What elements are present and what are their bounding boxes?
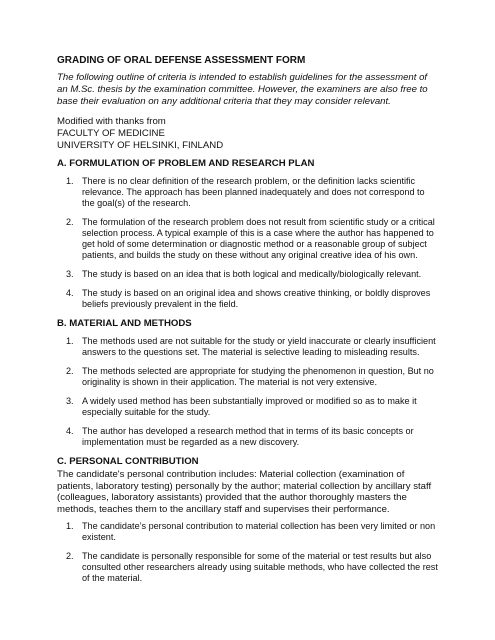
item-number: 1. [66, 521, 74, 532]
item-text: There is no clear definition of the research problem, or the definition lacks scientific relevance. The approach has been planned inadequately and does not correspond to the goal(s) of the research. [82, 176, 425, 208]
list-item [57, 336, 439, 358]
list-item [57, 521, 439, 543]
criteria-list [57, 176, 439, 310]
list-item [57, 366, 439, 388]
item-number: 1. [66, 336, 74, 346]
item-text: The study is based on an idea that is both logical and medically/biologically relevant. [82, 269, 422, 279]
item-number: 4. [66, 426, 74, 436]
item-text: A widely used method has been substantially improved or modified so as to make it especially suitable for the study. [82, 396, 417, 417]
item-text: The candidate is personally responsible for some of the material or test results but also consulted other researchers already using suitable methods, who have collected the rest of the material. [82, 551, 438, 584]
item-number: 4. [66, 288, 74, 298]
item-number: 2. [66, 551, 74, 562]
credit-block [57, 116, 439, 152]
list-item [57, 426, 439, 448]
credit-line: FACULTY OF MEDICINE [57, 128, 165, 139]
item-text: The formulation of the research problem does not result from scientific study or a critical selection process. A typical example of this is a case where the author has happened to get hold of some determination or diagnostic method or a reasonable group of subject patients, and builds the study on these without any original creative idea of his own. [82, 217, 435, 260]
list-item [57, 551, 439, 584]
item-number: 2. [66, 366, 74, 376]
item-text: The methods used are not suitable for the study or yield inaccurate or clearly insufficient answers to the questions set. The material is selective leading to misleading results. [82, 336, 436, 357]
list-item [57, 288, 439, 310]
list-item [57, 396, 439, 418]
criteria-list [57, 336, 439, 448]
list-item [57, 269, 439, 280]
item-number: 3. [66, 269, 74, 279]
item-number: 2. [66, 217, 74, 227]
form-title: GRADING OF ORAL DEFENSE ASSESSMENT FORM [57, 55, 306, 66]
section-heading: A. FORMULATION OF PROBLEM AND RESEARCH PLAN [57, 158, 315, 169]
criteria-list [57, 521, 439, 584]
list-item [57, 176, 439, 209]
section-c [57, 456, 439, 584]
item-number: 3. [66, 396, 74, 406]
credit-line: UNIVERSITY OF HELSINKI, FINLAND [57, 140, 224, 151]
item-text: The methods selected are appropriate for studying the phenomenon in question, But no originality is shown in their application. The material is not very extensive. [82, 366, 434, 387]
item-text: The study is based on an original idea and shows creative thinking, or boldly disproves beliefs previously prevalent in the field. [82, 288, 431, 309]
item-text: The author has developed a research method that in terms of its basic concepts or implementation must be regarded as a new discovery. [82, 426, 414, 447]
item-number: 1. [66, 176, 74, 186]
section-paragraph: The candidate's personal contribution includes: Material collection (examination of patients, laboratory testing) personally by the author; material collection by ancillary staff (colleagues, laboratory assistants) provided that the author thoroughly masters the methods, teaches them to the ancillary staff and supervises their performance. [57, 469, 432, 515]
section-heading: C. PERSONAL CONTRIBUTION [57, 456, 199, 467]
list-item [57, 217, 439, 261]
item-text: The candidate’s personal contribution to material collection has been very limited or non existent. [82, 521, 436, 543]
credit-line: Modified with thanks from [57, 116, 166, 127]
section-a [57, 158, 439, 310]
section-b [57, 318, 439, 448]
section-heading: B. MATERIAL AND METHODS [57, 318, 192, 329]
intro-paragraph: The following outline of criteria is intended to establish guidelines for the assessment of an M.Sc. thesis by the examination committee. However, the examiners are also free to base their evaluation on any additional criteria that they may consider relevant. [57, 72, 428, 107]
